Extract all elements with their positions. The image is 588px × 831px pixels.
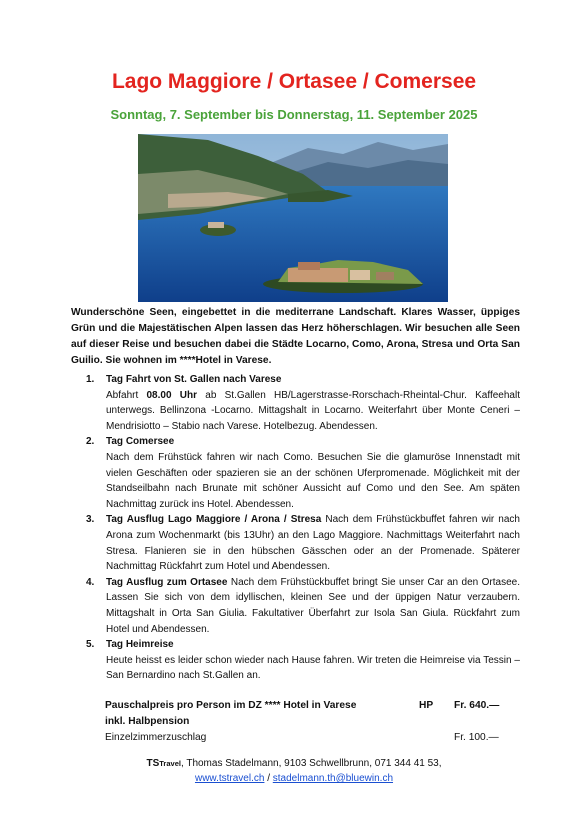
website-link[interactable]: www.tstravel.ch xyxy=(194,773,265,784)
day-heading: Tag Ausflug zum Ortasee xyxy=(106,576,228,588)
day-number: 2. xyxy=(86,436,95,448)
day-number: 1. xyxy=(86,374,95,385)
day-heading: Tag Heimreise xyxy=(106,639,174,651)
day-description: Heute heisst es leider schon wieder nach Hause fahren. Wir treten die Heimreise via Tessin – San Bernardino nach St.Gallen an. xyxy=(106,654,520,682)
contact-footer xyxy=(0,756,588,786)
price-amount: Fr. 640.— xyxy=(454,700,500,711)
itinerary-day-3 xyxy=(86,512,520,574)
day-number: 3. xyxy=(86,514,95,526)
half-board-label: HP xyxy=(419,700,434,711)
date-subtitle: Sonntag, 7. September bis Donnerstag, 11. September 2025 xyxy=(110,107,478,122)
day-number: 4. xyxy=(86,576,95,588)
day-description: Tag Ausflug zum Ortasee Nach dem Frühstückbuffet bringt Sie unser Car an den Ortasee. Lassen Sie sich von dem idyllischen, kleinen See und der üppigen Natur verzaubern. Mittagshalt in Orta San Giulia. Fakultativer Überfahrt zur Isola San Giula. Rückfahrt zum Hotel und Abendessen. xyxy=(106,576,521,635)
single-room-amount: Fr. 100.— xyxy=(454,732,499,743)
half-board-note: inkl. Halbpension xyxy=(105,716,190,727)
day-heading: Tag Fahrt von St. Gallen nach Varese xyxy=(106,374,282,385)
price-section xyxy=(105,698,515,746)
itinerary-list xyxy=(86,372,520,684)
link-separator: / xyxy=(264,773,273,784)
day-number: 5. xyxy=(86,639,95,651)
day-heading: Tag Ausflug Lago Maggiore / Arona / Stresa xyxy=(106,514,322,526)
single-room-label: Einzelzimmerzuschlag xyxy=(105,732,207,743)
itinerary-day-4 xyxy=(86,575,520,637)
lake-photo xyxy=(138,134,448,302)
price-label: Pauschalpreis pro Person im DZ **** Hotel in Varese xyxy=(105,700,357,711)
day-description: Abfahrt 08.00 Uhr ab St.Gallen HB/Lagerstrasse-Rorschach-Rheintal-Chur. Kaffeehalt unterwegs. Bellinzona -Locarno. Mittagshalt in Locarno. Weiterfahrt über Monte Ceneri – Mendrisiotto – Stabio nach Varese. Hotelbezug. Abendessen. xyxy=(106,389,520,432)
day-description: Tag Ausflug Lago Maggiore / Arona / Stresa Nach dem Frühstückbuffet fahren wir nach Arona zum Wochenmarkt (bis 13Uhr) an den Lago Maggiore. Nachmittags Weiterfahrt nach Stresa. Flanieren sie in den hübschen Gässchen oder an der Promenade. Späterer Nachmittag Rückfahrt zum Hotel und Abendessen. xyxy=(106,514,520,573)
itinerary-day-5 xyxy=(86,637,520,684)
day-description: Nach dem Frühstück fahren wir nach Como. Besuchen Sie die glamuröse Innenstadt mit vielen Geschäften oder spazieren sie an der schönen Uferpromenade. Möglichkeit mit der Standseilbahn nach Brunate mit schöner Aussicht auf Como und den See. Am späten Nachmittag zurück ins Hotel. Abendessen. xyxy=(106,451,520,510)
brand-name: TS xyxy=(146,758,160,769)
intro-paragraph: Wunderschöne Seen, eingebettet in die mediterrane Landschaft. Klares Wasser, üppiges Grün und die Majestätischen Alpen lassen das Herz höherschlagen. Wir besuchen alle Seen auf dieser Reise und besuchen dabei die Städte Locarno, Como, Arona, Stresa und Orta San Guilio. Sie wohnen im ****Hotel in Varese. xyxy=(71,307,520,366)
itinerary-day-2 xyxy=(86,434,520,512)
brand-suffix: Travel xyxy=(159,759,181,768)
contact-details: , Thomas Stadelmann, 9103 Schwellbrunn, 071 344 41 53, xyxy=(180,758,442,769)
day-heading: Tag Comersee xyxy=(106,436,175,448)
itinerary-day-1 xyxy=(86,372,520,434)
document-title: Lago Maggiore / Ortasee / Comersee xyxy=(111,70,477,93)
email-link[interactable]: stadelmann.th@bluewin.ch xyxy=(272,773,394,784)
